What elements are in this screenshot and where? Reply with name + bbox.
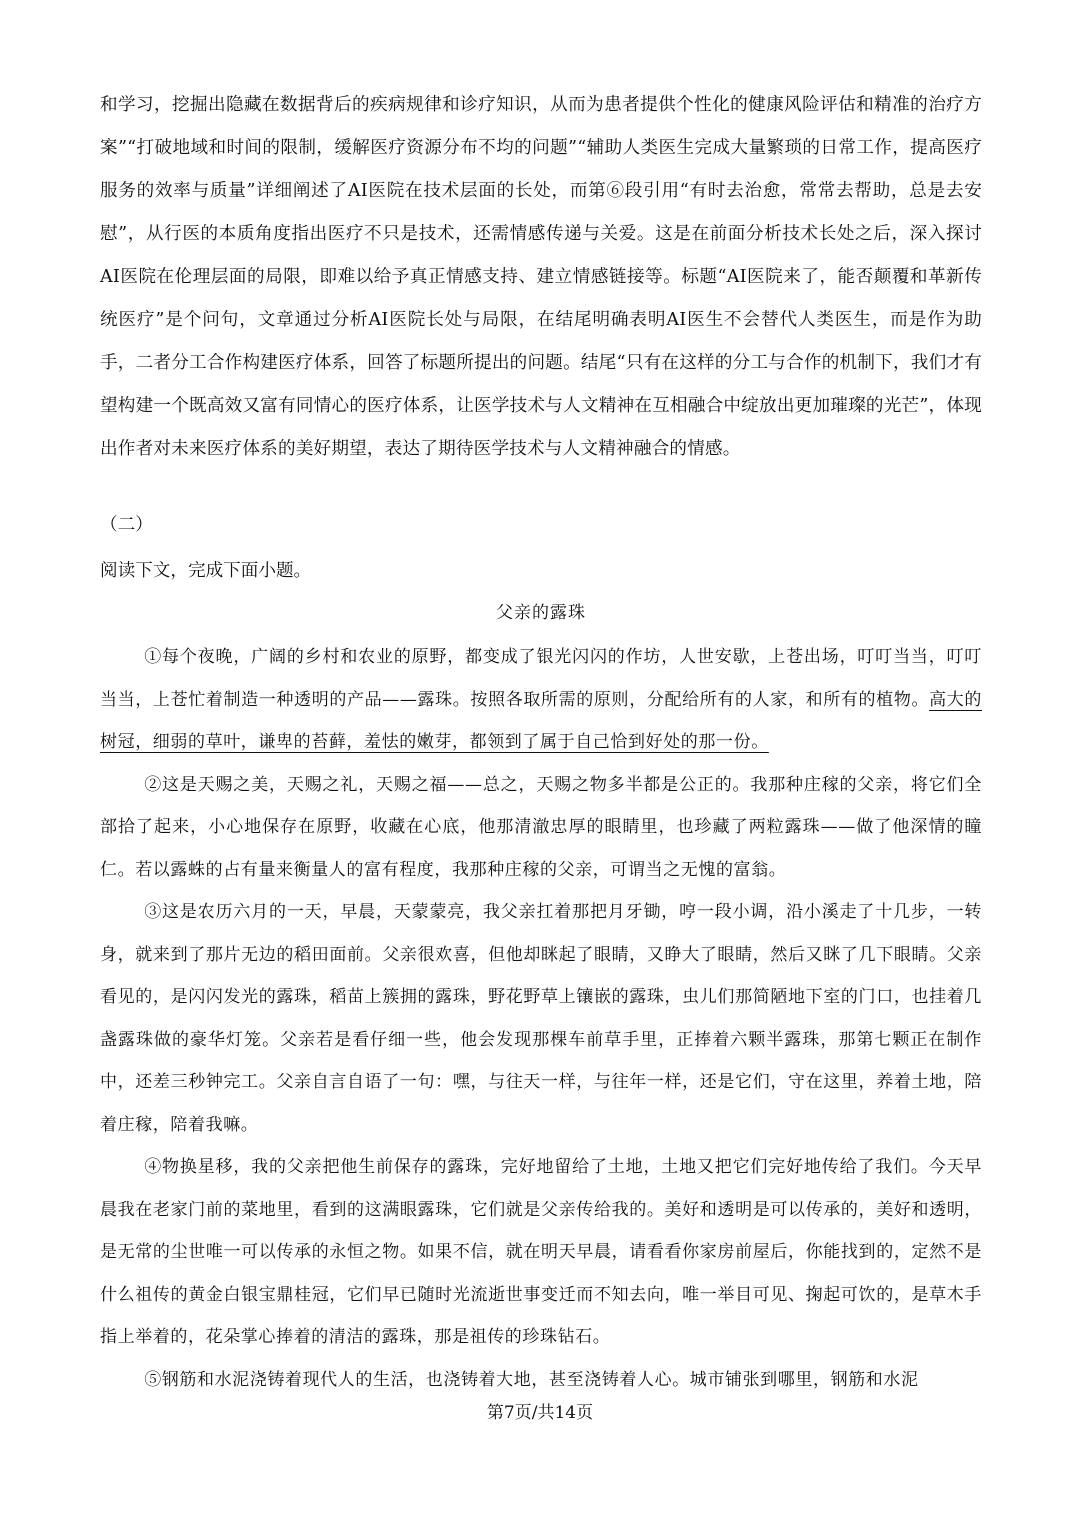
reading-instruction: 阅读下文，完成下面小题。	[100, 561, 312, 581]
underlined-sentence: 高大的树冠，细弱的草叶，谦卑的苔藓，羞怯的嫩芽，都领到了属于自己恰到好处的那一份。	[100, 689, 982, 752]
answer-analysis-paragraph: 和学习，挖掘出隐藏在数据背后的疾病规律和诊疗知识，从而为患者提供个性化的健康风险评估和精准的治疗方案”“打破地域和时间的限制，缓解医疗资源分布不均的问题”“辅助人类医生完成大量繁琐的日常工作，提高医疗服务的效率与质量”详细阐述了AI医院在技术层面的长处，而第⑥段引用“有时去治愈，常常去帮助，总是去安慰”，从行医的本质角度指出医疗不只是技术，还需情感传递与关爱。这是在前面分析技术长处之后，深入探讨AI医院在伦理层面的局限，即难以给予真正情感支持、建立情感链接等。标题“AI医院来了，能否颠覆和革新传统医疗”是个问句，文章通过分析AI医院长处与局限，在结尾明确表明AI医生不会替代人类医生，而是作为助手，二者分工合作构建医疗体系，回答了标题所提出的问题。结尾“只有在这样的分工与合作的机制下，我们才有望构建一个既高效又富有同情心的医疗体系，让医学技术与人文精神在互相融合中绽放出更加璀璨的光芒”，体现出作者对未来医疗体系的美好期望，表达了期待医学技术与人文精神融合的情感。	[100, 95, 982, 459]
essay-title: 父亲的露珠	[496, 603, 586, 623]
essay-paragraph-4: ④物换星移，我的父亲把他生前保存的露珠，完好地留给了土地，土地又把它们完好地传给了我们。今天早晨我在老家门前的菜地里，看到的这满眼露珠，它们就是父亲传给我的。美好和透明是可以传承的，美好和透明，是无常的尘世唯一可以传承的永恒之物。如果不信，就在明天早晨，请看看你家房前屋后，你能找到的，定然不是什么祖传的黄金白银宝鼎桂冠，它们早已随时光流逝世事变迁而不知去向，唯一举目可见、掬起可饮的，是草木手指上举着的，花朵掌心捧着的清洁的露珠，那是祖传的珍珠钻石。	[100, 1157, 982, 1347]
essay-paragraph-5: ⑤钢筋和水泥浇铸着现代人的生活，也浇铸着大地，甚至浇铸着人心。城市铺张到哪里，钢筋和水泥	[144, 1369, 919, 1390]
essay-body	[100, 636, 982, 1401]
essay-paragraph-1-text: ①每个夜晚，广阔的乡村和农业的原野，都变成了银光闪闪的作坊，人世安歇，上苍出场，叮叮当当，叮叮当当，上苍忙着制造一种透明的产品——露珠。按照各取所需的原则，分配给所有的人家，和所有的植物。	[100, 647, 982, 710]
essay-paragraph-1	[100, 636, 982, 764]
essay-paragraph-2: ②这是天赐之美，天赐之礼，天赐之福——总之，天赐之物多半都是公正的。我那种庄稼的父亲，将它们全部拾了起来，小心地保存在原野，收藏在心底，他那清澈忠厚的眼睛里，也珍藏了两粒露珠——做了他深情的瞳仁。若以露蛛的占有量来衡量人的富有程度，我那种庄稼的父亲，可谓当之无愧的富翁。	[100, 774, 982, 880]
essay-paragraph-3: ③这是农历六月的一天，早晨，天蒙蒙亮，我父亲扛着那把月牙锄，哼一段小调，沿小溪走了十几步，一转身，就来到了那片无边的稻田面前。父亲很欢喜，但他却眯起了眼睛，又睁大了眼睛，然后又眯了几下眼睛。父亲看见的，是闪闪发光的露珠，稻苗上簇拥的露珠，野花野草上镶嵌的露珠，虫儿们那简陋地下室的门口，也挂着几盏露珠做的豪华灯笼。父亲若是看仔细一些，他会发现那棵车前草手里，正捧着六颗半露珠，那第七颗正在制作中，还差三秒钟完工。父亲自言自语了一句：嘿，与往天一样，与往年一样，还是它们，守在这里，养着土地，陪着庄稼，陪着我嘛。	[100, 902, 982, 1135]
page-number-footer: 第7页/共14页	[486, 1403, 594, 1423]
section-label: （二）	[100, 515, 153, 535]
